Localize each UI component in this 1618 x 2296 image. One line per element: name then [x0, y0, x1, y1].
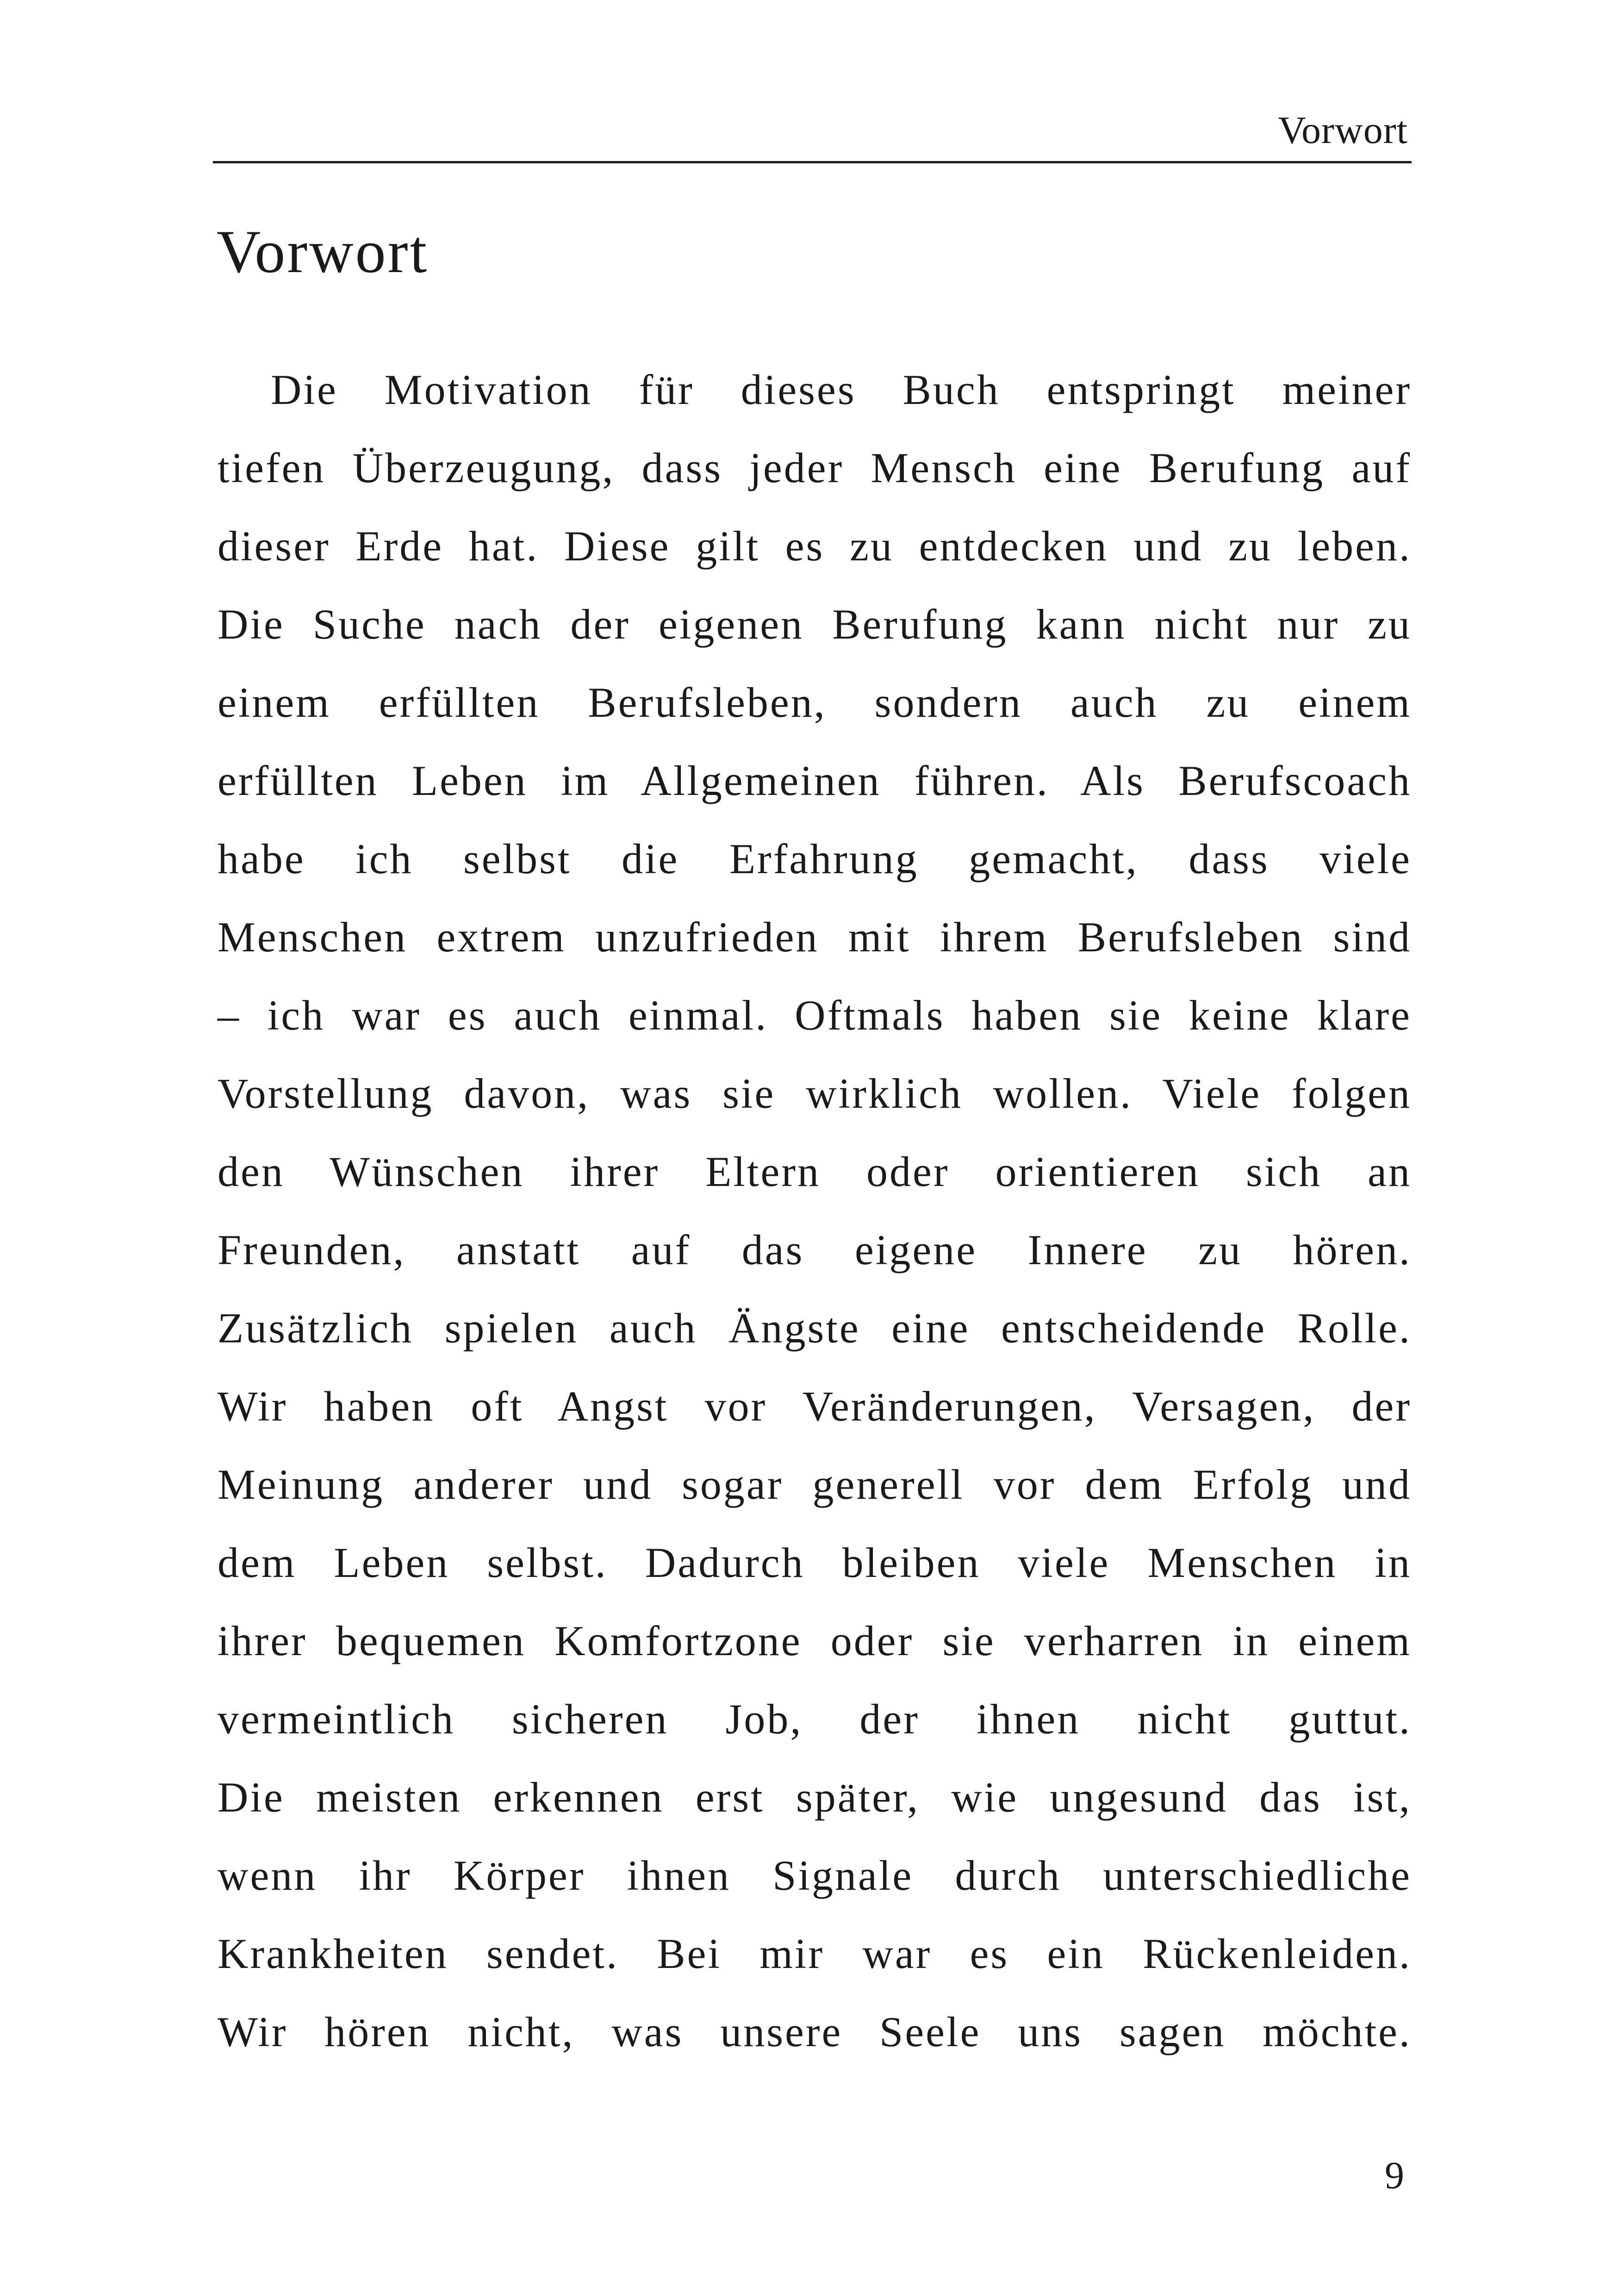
text-line: erfüllten Leben im Allgemeinen führen. Als Berufscoach	[218, 757, 1412, 804]
text-line: dem Leben selbst. Dadurch bleiben viele Menschen in	[218, 1539, 1412, 1586]
text-line: Vorstellung davon, was sie wirklich wollen. Viele folgen	[218, 1070, 1412, 1117]
text-line: Freunden, anstatt auf das eigene Innere zu hören.	[218, 1226, 1412, 1273]
text-line: Krankheiten sendet. Bei mir war es ein Rückenleiden.	[218, 1930, 1412, 1977]
text-line: Menschen extrem unzufrieden mit ihrem Berufsleben sind	[218, 913, 1412, 961]
running-header	[213, 106, 1412, 163]
text-line: Die meisten erkennen erst später, wie ungesund das ist,	[218, 1774, 1412, 1821]
text-line: tiefen Überzeugung, dass jeder Mensch eine Berufung auf	[218, 444, 1412, 491]
text-line: ihrer bequemen Komfortzone oder sie verharren in einem	[218, 1617, 1412, 1664]
chapter-title: Vorwort	[217, 217, 429, 285]
text-line: Wir haben oft Angst vor Veränderungen, Versagen, der	[218, 1383, 1412, 1430]
text-line: wenn ihr Körper ihnen Signale durch unterschiedliche	[218, 1852, 1412, 1899]
text-line: – ich war es auch einmal. Oftmals haben sie keine klare	[218, 992, 1412, 1039]
text-line: Wir hören nicht, was unsere Seele uns sagen möchte.	[218, 2008, 1412, 2055]
text-line: vermeintlich sicheren Job, der ihnen nicht guttut.	[218, 1695, 1412, 1743]
running-header-title: Vorwort	[1278, 109, 1408, 152]
text-line: einem erfüllten Berufsleben, sondern auch zu einem	[218, 679, 1412, 726]
body-paragraph	[218, 351, 1412, 2071]
text-line: Zusätzlich spielen auch Ängste eine entscheidende Rolle.	[218, 1304, 1412, 1352]
text-line: habe ich selbst die Erfahrung gemacht, dass viele	[218, 835, 1412, 882]
text-line: den Wünschen ihrer Eltern oder orientieren sich an	[218, 1148, 1412, 1195]
page-number: 9	[1385, 2154, 1404, 2197]
text-line: Die Motivation für dieses Buch entspringt meiner	[271, 366, 1412, 413]
text-line: Die Suche nach der eigenen Berufung kann nicht nur zu	[218, 601, 1412, 648]
text-line: dieser Erde hat. Diese gilt es zu entdecken und zu leben.	[218, 522, 1412, 570]
text-line: Meinung anderer und sogar generell vor dem Erfolg und	[218, 1461, 1412, 1508]
